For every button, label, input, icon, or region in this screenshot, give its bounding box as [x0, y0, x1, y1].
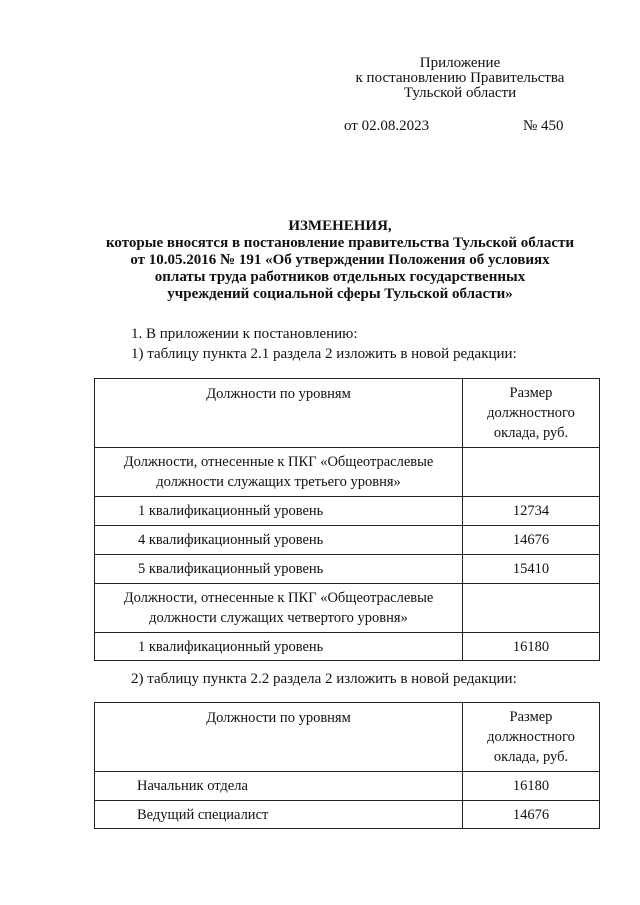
group-label [95, 584, 463, 633]
table-row [95, 526, 600, 555]
group-label-line: Должности, отнесенные к ПКГ «Общеотраслевые [123, 454, 434, 470]
document-title [60, 218, 620, 303]
salary-cell: 12734 [463, 497, 600, 526]
title-line: которые вносятся в постановление правительства Тульской области [105, 235, 575, 251]
appendix-line: Тульской области [403, 85, 517, 101]
salary-cell: 15410 [463, 555, 600, 584]
header-salary-line: Размер [509, 709, 553, 725]
document-number: № 450 [523, 118, 564, 134]
document-date: от 02.08.2023 [344, 118, 430, 134]
level-cell: 4 квалификационный уровень [95, 526, 463, 555]
title-line: учреждений социальной сферы Тульской области» [167, 286, 513, 302]
salary-cell: 16180 [463, 772, 600, 801]
header-salary [463, 379, 600, 448]
appendix-header [330, 56, 590, 101]
paragraph-item-1-2: 2) таблицу пункта 2.2 раздела 2 изложить в новой редакции: [131, 671, 517, 687]
header-positions: Должности по уровням [95, 379, 463, 448]
table-row [95, 497, 600, 526]
table-header-row [95, 379, 600, 448]
appendix-line: Приложение [419, 55, 501, 71]
appendix-line: к постановлению Правительства [355, 70, 565, 86]
level-cell: 1 квалификационный уровень [95, 497, 463, 526]
table-group-row [95, 448, 600, 497]
paragraph-item-1-1: 1) таблицу пункта 2.1 раздела 2 изложить в новой редакции: [131, 346, 517, 362]
header-positions: Должности по уровням [95, 703, 463, 772]
paragraph-item-1: 1. В приложении к постановлению: [131, 326, 358, 342]
group-label-line: должности служащих четвертого уровня» [149, 610, 408, 626]
table-group-row [95, 584, 600, 633]
header-salary-line: должностного [487, 405, 575, 421]
position-cell: Ведущий специалист [95, 801, 463, 829]
header-salary-line: оклада, руб. [493, 425, 569, 441]
header-salary [463, 703, 600, 772]
table-row [95, 633, 600, 661]
group-empty-cell [463, 584, 600, 633]
table-header-row [95, 703, 600, 772]
group-label [95, 448, 463, 497]
salary-cell: 14676 [463, 526, 600, 555]
salary-cell: 14676 [463, 801, 600, 829]
group-empty-cell [463, 448, 600, 497]
level-cell: 1 квалификационный уровень [95, 633, 463, 661]
header-salary-line: оклада, руб. [493, 749, 569, 765]
table-row [95, 555, 600, 584]
salary-table-2-2 [94, 702, 600, 829]
header-salary-line: должностного [487, 729, 575, 745]
title-line: оплаты труда работников отдельных государственных [154, 269, 526, 285]
table-row [95, 772, 600, 801]
level-cell: 5 квалификационный уровень [95, 555, 463, 584]
group-label-line: должности служащих третьего уровня» [156, 474, 401, 490]
table-row [95, 801, 600, 829]
header-salary-line: Размер [509, 385, 553, 401]
salary-table-2-1 [94, 378, 600, 661]
group-label-line: Должности, отнесенные к ПКГ «Общеотраслевые [123, 590, 434, 606]
title-line: от 10.05.2016 № 191 «Об утверждении Положения об условиях [130, 252, 550, 268]
position-cell: Начальник отдела [95, 772, 463, 801]
title-line: ИЗМЕНЕНИЯ, [288, 218, 392, 234]
salary-cell: 16180 [463, 633, 600, 661]
